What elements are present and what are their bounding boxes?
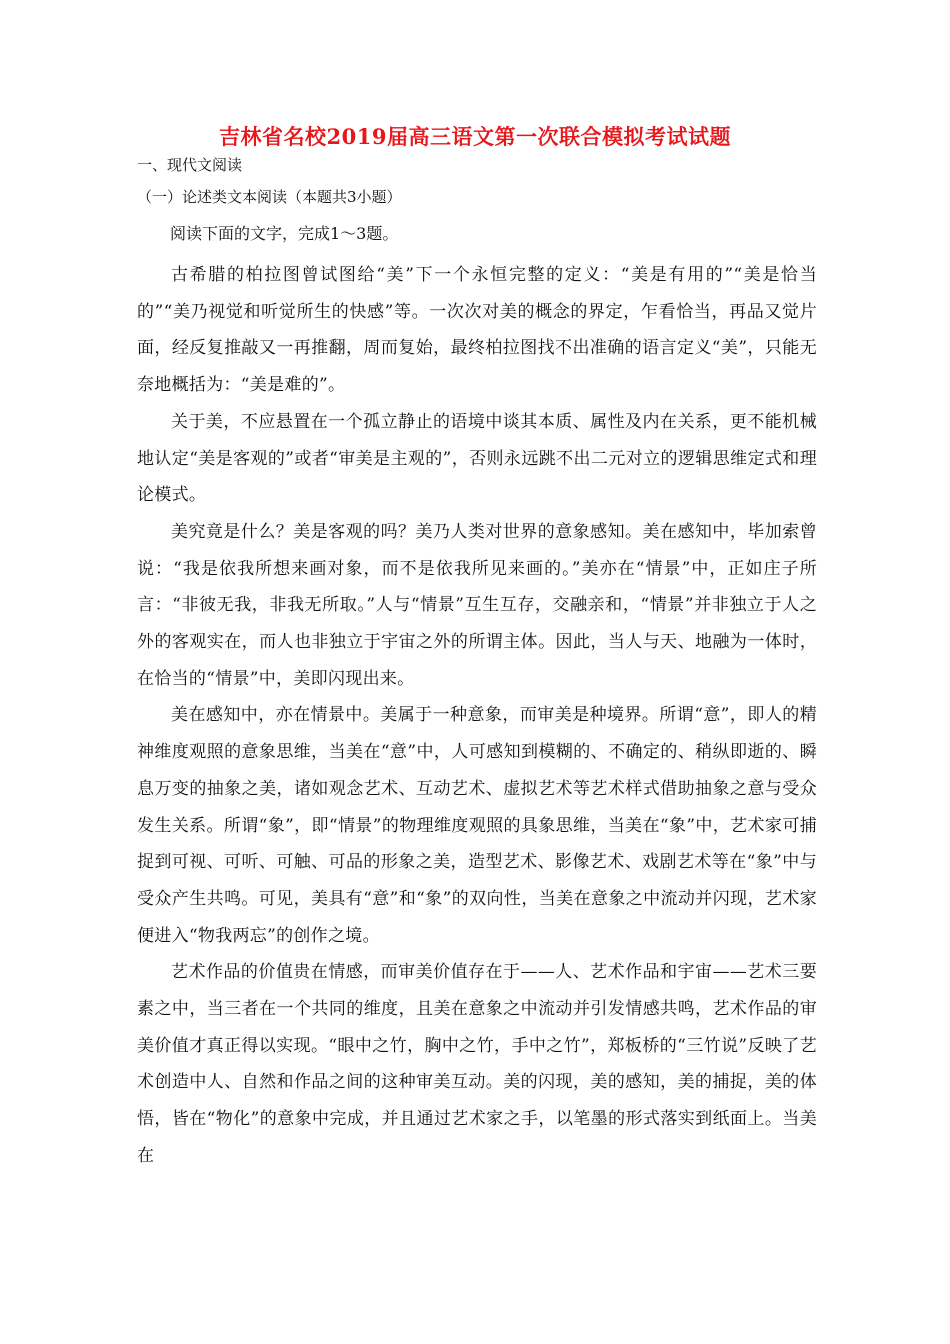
reading-instruction: 阅读下面的文字，完成1～3题。 xyxy=(170,224,399,243)
section-heading: 一、现代文阅读 xyxy=(137,156,243,174)
article-paragraph-5: 艺术作品的价值贵在情感，而审美价值存在于——人、艺术作品和宇宙——艺术三要素之中，当三者在一个共同的维度，且美在意象之中流动并引发情感共鸣，艺术作品的审美价值才真正得以实现。“眼中之竹，胸中之竹，手中之竹”，郑板桥的“三竹说”反映了艺术创造中人、自然和作品之间的这种审美互动。美的闪现，美的感知，美的捕捉，美的体悟，皆在“物化”的意象中完成，并且通过艺术家之手，以笔墨的形式落实到纸面上。当美在 xyxy=(137,962,817,1166)
document-title: 吉林省名校2019届高三语文第一次联合模拟考试试题 xyxy=(219,124,731,149)
article-paragraph-3: 美究竟是什么？美是客观的吗？美乃人类对世界的意象感知。美在感知中，毕加索曾说：“我是依我所想来画对象，而不是依我所见来画的。”美亦在“情景”中，正如庄子所言：“非彼无我，非我无所取。”人与“情景”互生互存，交融亲和，“情景”并非独立于人之外的客观实在，而人也非独立于宇宙之外的所谓主体。因此，当人与天、地融为一体时，在恰当的“情景”中，美即闪现出来。 xyxy=(137,521,817,689)
subsection-heading: （一）论述类文本阅读（本题共3小题） xyxy=(137,188,402,206)
article-paragraph-1: 古希腊的柏拉图曾试图给“美”下一个永恒完整的定义：“美是有用的”“美是恰当的”“美乃视觉和听觉所生的快感”等。一次次对美的概念的界定，乍看恰当，再品又觉片面，经反复推敲又一再推翻，周而复始，最终柏拉图找不出准确的语言定义“美”，只能无奈地概括为：“美是难的”。 xyxy=(137,265,817,396)
article-paragraph-2: 关于美，不应悬置在一个孤立静止的语境中谈其本质、属性及内在关系，更不能机械地认定“美是客观的”或者“审美是主观的”，否则永远跳不出二元对立的逻辑思维定式和理论模式。 xyxy=(137,411,817,506)
article-body xyxy=(137,257,817,1175)
article-paragraph-4: 美在感知中，亦在情景中。美属于一种意象，而审美是种境界。所谓“意”，即人的精神维度观照的意象思维，当美在“意”中，人可感知到模糊的、不确定的、稍纵即逝的、瞬息万变的抽象之美，诸如观念艺术、互动艺术、虚拟艺术等艺术样式借助抽象之意与受众发生关系。所谓“象”，即“情景”的物理维度观照的具象思维，当美在“象”中，艺术家可捕捉到可视、可听、可触、可品的形象之美，造型艺术、影像艺术、戏剧艺术等在“象”中与受众产生共鸣。可见，美具有“意”和“象”的双向性，当美在意象之中流动并闪现，艺术家便进入“物我两忘”的创作之境。 xyxy=(137,705,817,946)
